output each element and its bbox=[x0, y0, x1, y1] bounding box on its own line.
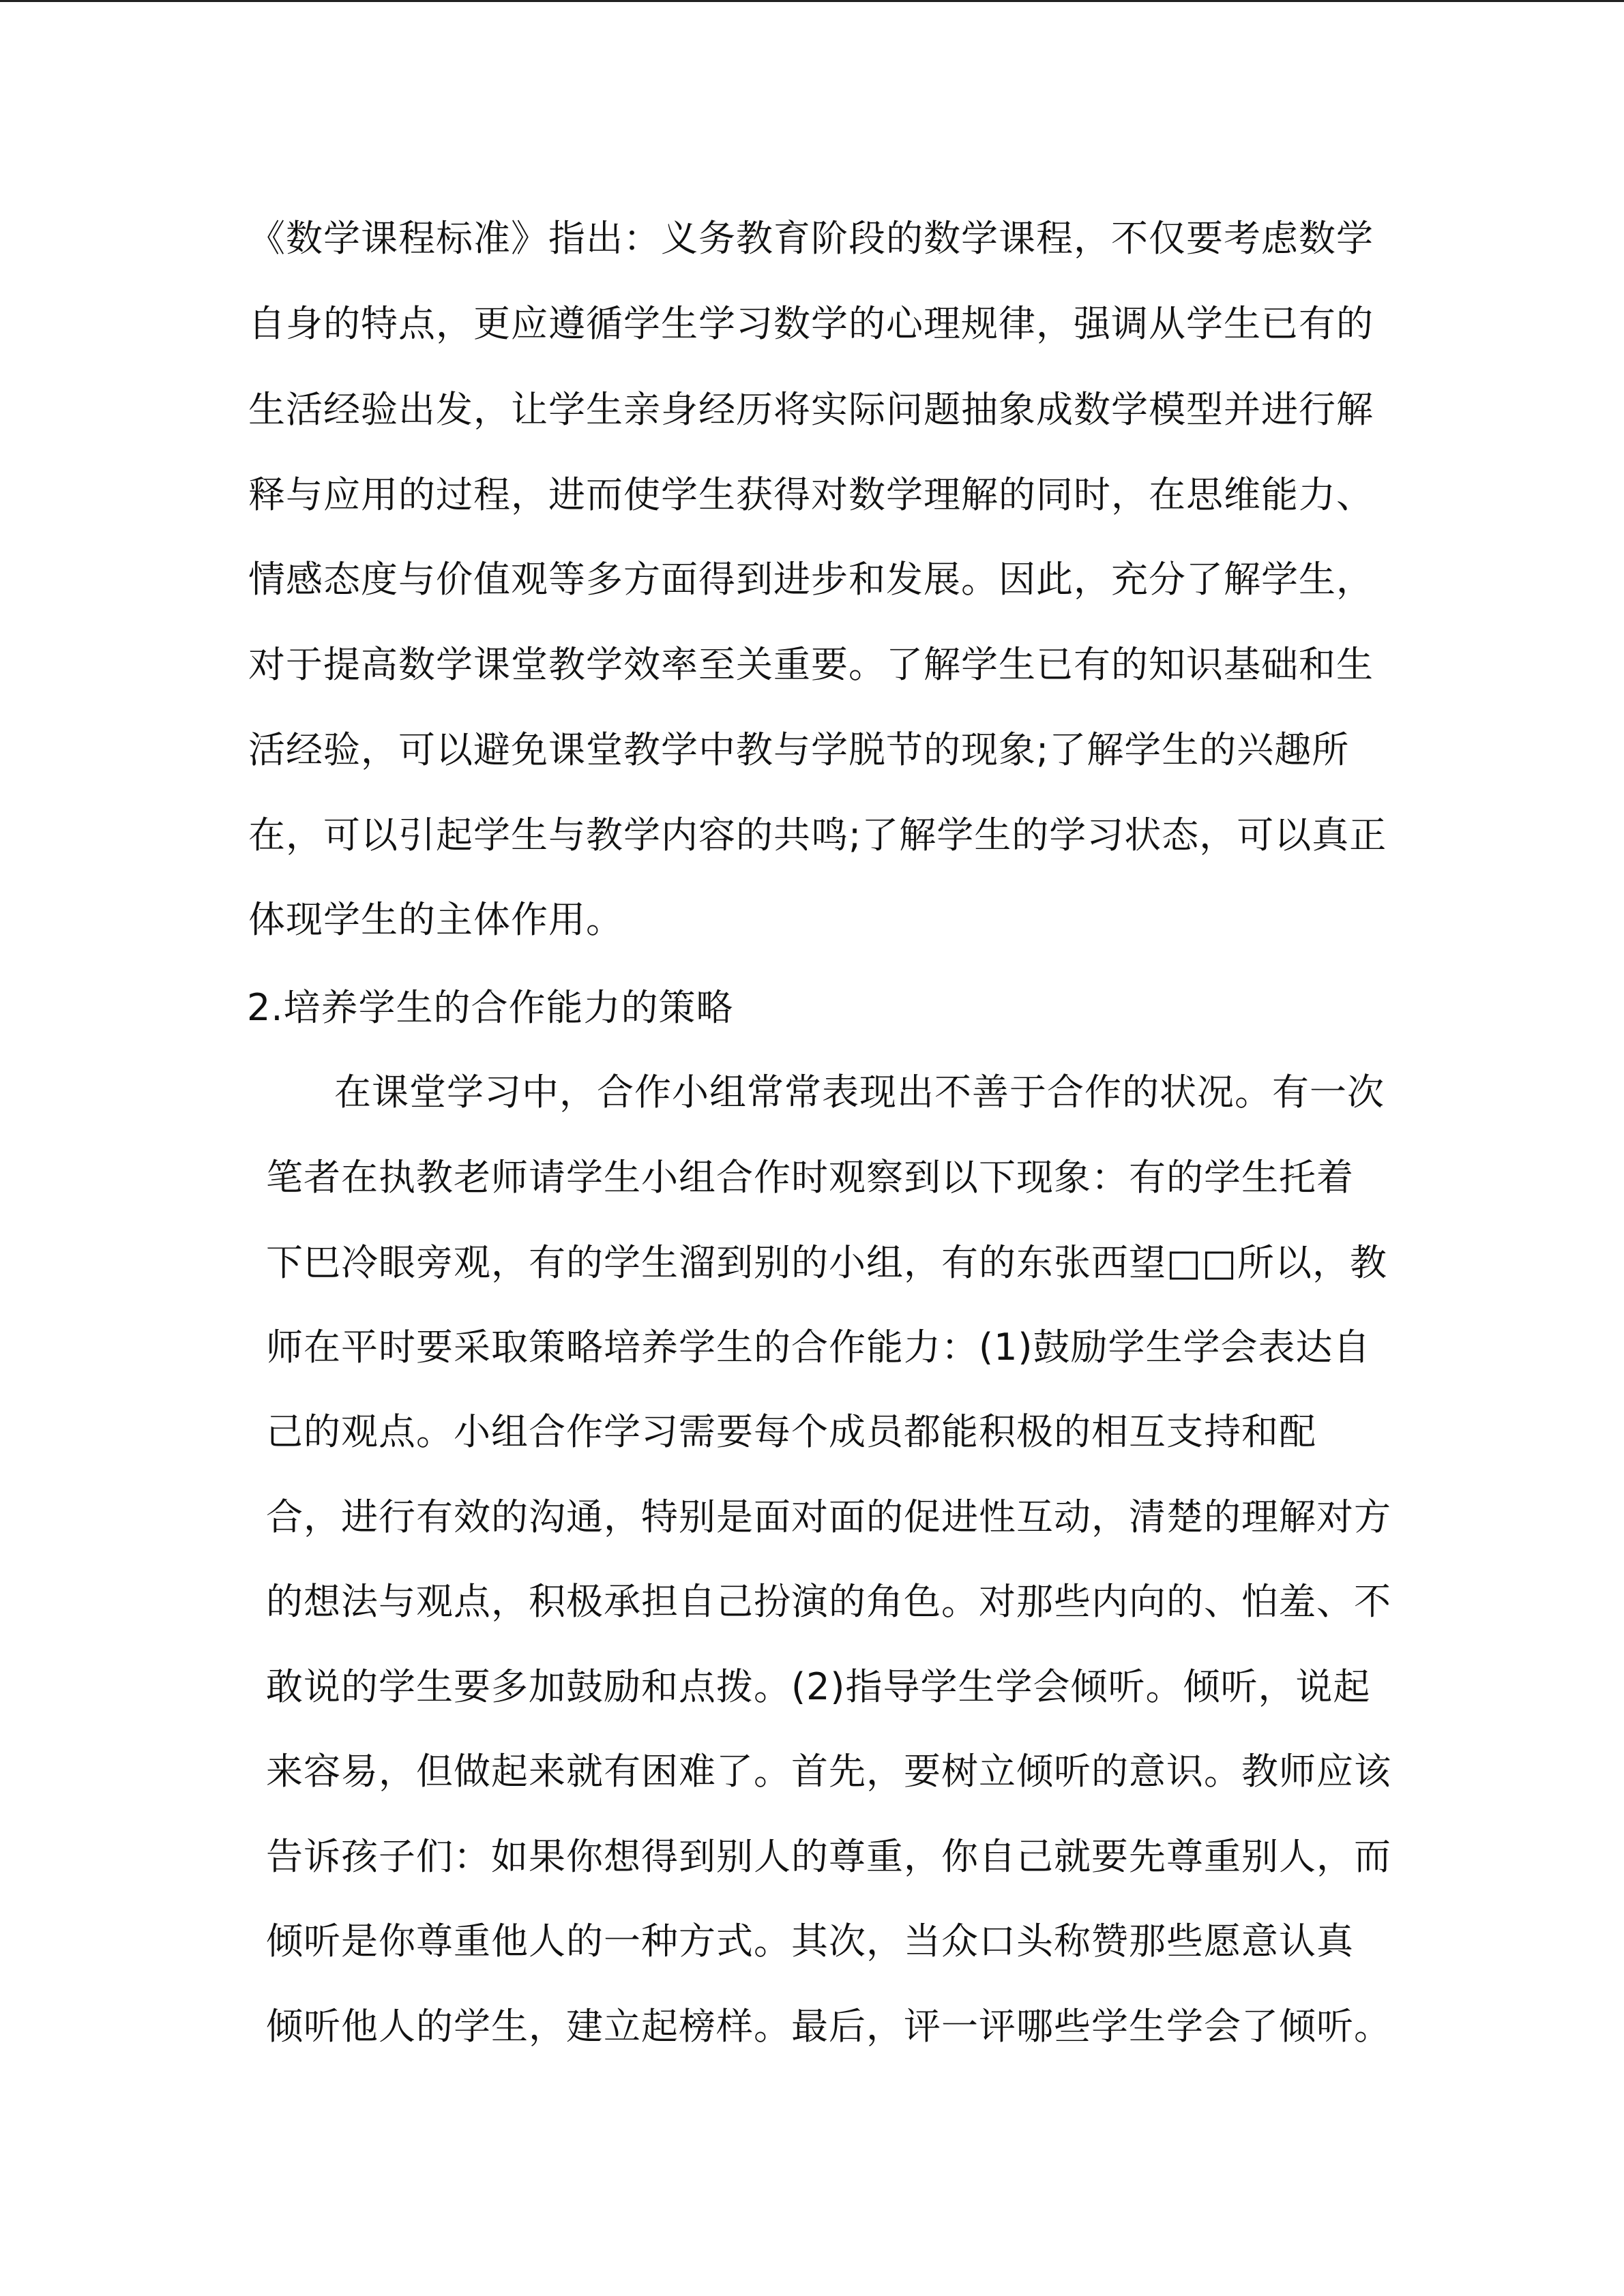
paragraph2-line: 师在平时要采取策略培养学生的合作能力：(1)鼓励学生学会表达自 bbox=[266, 1326, 1371, 1369]
paragraph2-line: 倾听是你尊重他人的一种方式。其次，当众口头称赞那些愿意认真 bbox=[266, 1920, 1354, 1963]
paragraph1-line: 活经验，可以避免课堂教学中教与学脱节的现象;了解学生的兴趣所 bbox=[248, 728, 1350, 771]
paragraph1-line: 在，可以引起学生与教学内容的共鸣;了解学生的学习状态，可以真正 bbox=[248, 814, 1387, 856]
section-heading: 2.培养学生的合作能力的策略 bbox=[247, 986, 734, 1029]
paragraph2-line: 敢说的学生要多加鼓励和点拨。(2)指导学生学会倾听。倾听，说起 bbox=[266, 1665, 1371, 1708]
paragraph2-line: 的想法与观点，积极承担自己扮演的角色。对那些内向的、怕羞、不 bbox=[266, 1580, 1391, 1623]
paragraph1-line: 体现学生的主体作用。 bbox=[248, 898, 623, 941]
paragraph2-line: 合，进行有效的沟通，特别是面对面的促进性互动，清楚的理解对方 bbox=[266, 1495, 1391, 1538]
paragraph1-line: 《数学课程标准》指出：义务教育阶段的数学课程，不仅要考虑数学 bbox=[248, 217, 1374, 260]
paragraph1-line: 对于提高数学课堂教学效率至关重要。了解学生已有的知识基础和生 bbox=[248, 643, 1374, 686]
paragraph1-line: 情感态度与价值观等多方面得到进步和发展。因此，充分了解学生， bbox=[248, 558, 1374, 601]
paragraph1-line: 自身的特点，更应遵循学生学习数学的心理规律，强调从学生已有的 bbox=[248, 302, 1374, 345]
paragraph2-line: 在课堂学习中，合作小组常常表现出不善于合作的状况。有一次 bbox=[334, 1071, 1385, 1114]
paragraph2-line: 己的观点。小组合作学习需要每个成员都能积极的相互支持和配 bbox=[266, 1410, 1316, 1453]
paragraph2-line: 告诉孩子们：如果你想得到别人的尊重，你自己就要先尊重别人，而 bbox=[266, 1835, 1391, 1878]
paragraph2-line: 来容易，但做起来就有困难了。首先，要树立倾听的意识。教师应该 bbox=[266, 1750, 1391, 1793]
paragraph2-line: 倾听他人的学生，建立起榜样。最后，评一评哪些学生学会了倾听。 bbox=[266, 2005, 1391, 2048]
paragraph2-line: 笔者在执教老师请学生小组合作时观察到以下现象：有的学生托着 bbox=[266, 1156, 1354, 1199]
paragraph1-line: 释与应用的过程，进而使学生获得对数学理解的同时，在思维能力、 bbox=[248, 473, 1374, 516]
paragraph1-line: 生活经验出发，让学生亲身经历将实际问题抽象成数学模型并进行解 bbox=[248, 388, 1374, 431]
paragraph2-line: 下巴冷眼旁观，有的学生溜到别的小组，有的东张西望□□所以，教 bbox=[266, 1241, 1388, 1284]
